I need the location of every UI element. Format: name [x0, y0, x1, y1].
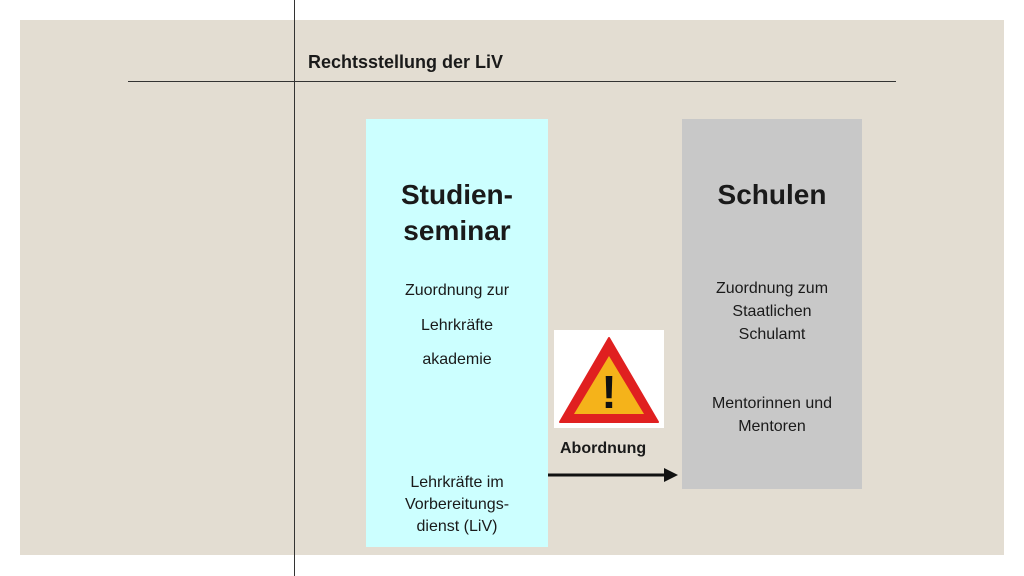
arrow-label: Abordnung: [560, 440, 647, 457]
warning-sign-container: [554, 330, 664, 428]
schulen-box: [682, 119, 862, 489]
studienseminar-title-line1: Studien-: [401, 179, 513, 210]
vertical-divider-line: [294, 0, 295, 576]
liv-label-line1: Lehrkräfte im: [410, 474, 504, 491]
studienseminar-box: [366, 119, 548, 547]
schulen-assignment-line2: Staatlichen: [732, 303, 812, 320]
warning-triangle-icon: [554, 330, 664, 428]
studienseminar-title-line2: seminar: [403, 215, 511, 246]
seminar-assignment-line3: akademie: [422, 351, 492, 368]
seminar-assignment-line2: Lehrkräfte: [420, 317, 494, 334]
mentors-label-line1: Mentorinnen und: [711, 395, 833, 412]
schulen-title: Schulen: [717, 179, 827, 210]
heading-underline: [128, 81, 896, 82]
schulen-assignment-line3: Schulamt: [738, 326, 806, 343]
liv-label-line2: Vorbereitungs-: [404, 496, 510, 513]
abordnung-arrow: [548, 465, 680, 485]
warning-exclamation-mark: !: [601, 366, 617, 418]
liv-label-line3: dienst (LiV): [416, 518, 498, 535]
page-title: Rechtsstellung der LiV: [308, 52, 504, 72]
schulen-assignment-line1: Zuordnung zum: [715, 280, 829, 297]
seminar-assignment-line1: Zuordnung zur: [404, 282, 510, 299]
mentors-label-line2: Mentoren: [738, 418, 806, 435]
